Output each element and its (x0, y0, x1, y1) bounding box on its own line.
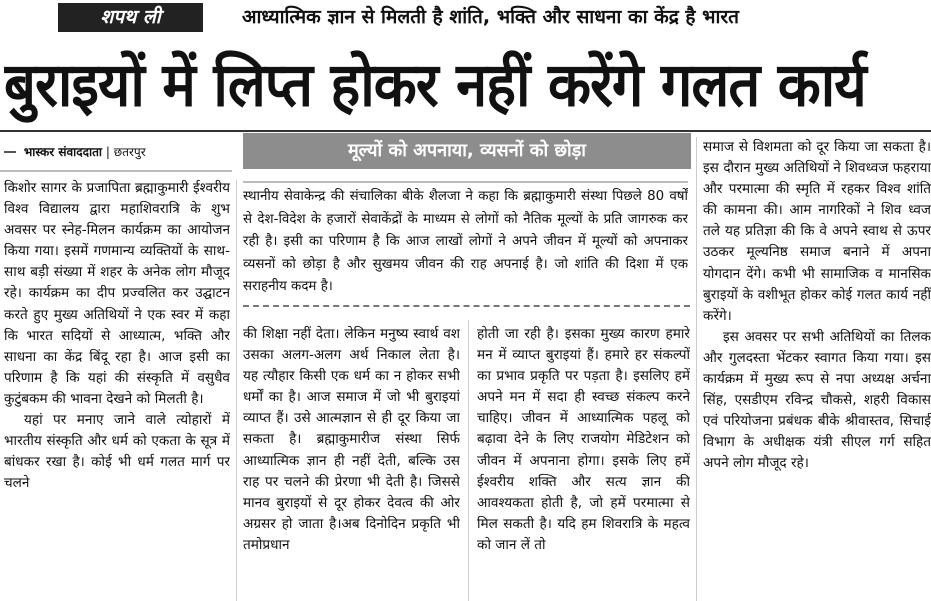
paragraph: होती जा रही है। इसका मुख्य कारण हमारे मन में व्याप्त बुराइयां हैं। हमारे हर संकल्पों का प्रभाव प्रकृति पर पड़ता है। इसलिए हमें अपने मन में सदा ही स्वच्छ संकल्प करने चाहिए। जीवन में आध्यात्मिक पहलू को बढ़ावा देने के लिए राजयोग मेडिटेशन को जीवन में अपनाना होगा। इसके लिए हमें ईश्वरीय शक्ति और सत्य ज्ञान की आवश्यकता होती है, जो हमें परमात्मा से मिल सकती है। यदि हम शिवरात्रि के महत्व को जान लें तो (477, 326, 690, 553)
article-column-3 (477, 324, 690, 601)
subheading: मूल्यों को अपनाया, व्यसनों को छोड़ा (243, 133, 691, 169)
article-column-4 (703, 137, 931, 601)
byline-dash (4, 151, 16, 154)
paragraph: की शिक्षा नहीं देता। लेकिन मनुष्य स्वार्थ वश उसका अलग-अलग अर्थ निकाल लेता है। यह त्यौहार किसी एक धर्म का न होकर सभी धर्मों का है। आज समाज में जो भी बुराइयां व्याप्त हैं। उसे आत्मज्ञान से ही दूर किया जा सकता है। ब्रह्माकुमारीज संस्था सिर्फ आध्यात्मिक ज्ञान ही नहीं देती, बल्कि उस राह पर चलने की प्रेरणा भी देती है। जिससे मानव बुराइयों से दूर होकर देवत्व की ओर अग्रसर हो जाता है।अब दिनोदिन प्रकृति भी तमोप्रधान (243, 326, 460, 553)
intro-paragraph (243, 186, 688, 304)
paragraph: इस अवसर पर सभी अतिथियों का तिलक और गुलदस्ता भेंटकर स्वागत किया गया। इस कार्यक्रम में मुख्य रूप से नपा अध्यक्ष अर्चना सिंह, एसडीएम रविन्द्र चौकसे, शहरी विकास एवं परियोजना प्रबंधक बीके श्रीवास्तव, सिचाई विभाग के अधीक्षक यंत्री सीएल गर्ग सहित अपने लोग मौजूद रहे। (703, 328, 931, 472)
byline (4, 140, 234, 164)
article-column-2 (243, 324, 460, 601)
headline: बुराइयों में लिप्त होकर नहीं करेंगे गलत कार्य (4, 50, 866, 121)
intro-text: स्थानीय सेवाकेन्द्र की संचालिका बीके शैलजा ने कहा कि ब्रह्माकुमारी संस्था पिछले 80 वर्षों से देश-विदेश के हजारों सेवाकेंद्रों के माध्यम से लोगों को नैतिक मूल्यों के प्रति जागरुक कर रही है। इसी का परिणाम है कि आज लाखों लोगों ने अपने जीवन में मूल्यों को अपनाकर व्यसनों को छोड़ा है और सुखमय जीवन की राह अपनाई है। जो शांति की दिशा में एक सराहनीय कदम है। (243, 189, 688, 294)
byline-separator: | (105, 145, 110, 159)
article-column-1 (4, 178, 230, 601)
byline-reporter: भास्कर संवाददाता (23, 145, 103, 159)
paragraph: समाज से विशमता को दूर किया जा सकता है। इस दौरान मुख्य अतिथियों ने शिवध्वज फहराया और परमात्मा की स्मृति में रहकर विश्व शांति की कामना की। आम नागरिकों ने शिव ध्वज तले यह प्रतिज्ञा की कि वे अपने स्वाथ से ऊपर उठकर मूल्यनिष्ठ समाज बनाने में अपना योगदान देंगे। कभी भी सामाजिक व मानसिक बुराइयों के वशीभूत होकर कोई गलत कार्य नहीं करेंगे। (703, 139, 931, 324)
divider (243, 181, 688, 183)
paragraph: यहां पर मनाए जाने वाले त्योहारों में भारतीय संस्कृति और धर्म को एकता के सूत्र में बांधकर रखा है। कोई भी धर्म गलत मार्ग पर चलने (4, 412, 230, 492)
headline-rule (0, 130, 931, 132)
column-rule (236, 180, 237, 601)
top-strip (0, 0, 931, 36)
paragraph: किशोर सागर के प्रजापिता ब्रह्माकुमारी ईश्वरीय विश्व विद्यालय द्वारा महाशिवरात्रि के शुभ अवसर पर स्नेह-मिलन कार्यक्रम का आयोजन किया गया। इसमें गणमान्य व्यक्तियों के साथ-साथ बड़ी संख्या में शहर के अनेक लोग मौजूद रहे। कार्यक्रम का दीप प्रज्वलित कर उद्घाटन करते हुए मुख्य अतिथियों ने एक स्वर में कहा कि भारत सदियों से आध्यात्म, भक्ति और साधना का केंद्र बिंदू रहा है। आज इसी का परिणाम है कि यहां की संस्कृति में वसुधैव कुटुंबकम की भावना देखने को मिलती है। (4, 180, 230, 407)
column-rule (468, 320, 469, 601)
divider (0, 170, 232, 172)
byline-place: छतरपुर (113, 145, 146, 159)
column-rule (696, 137, 697, 601)
intro-divider (243, 305, 690, 307)
section-tag: शपथ ली (58, 3, 203, 32)
tagline: आध्यात्मिक ज्ञान से मिलती है शांति, भक्ति और साधना का केंद्र है भारत (242, 6, 739, 28)
